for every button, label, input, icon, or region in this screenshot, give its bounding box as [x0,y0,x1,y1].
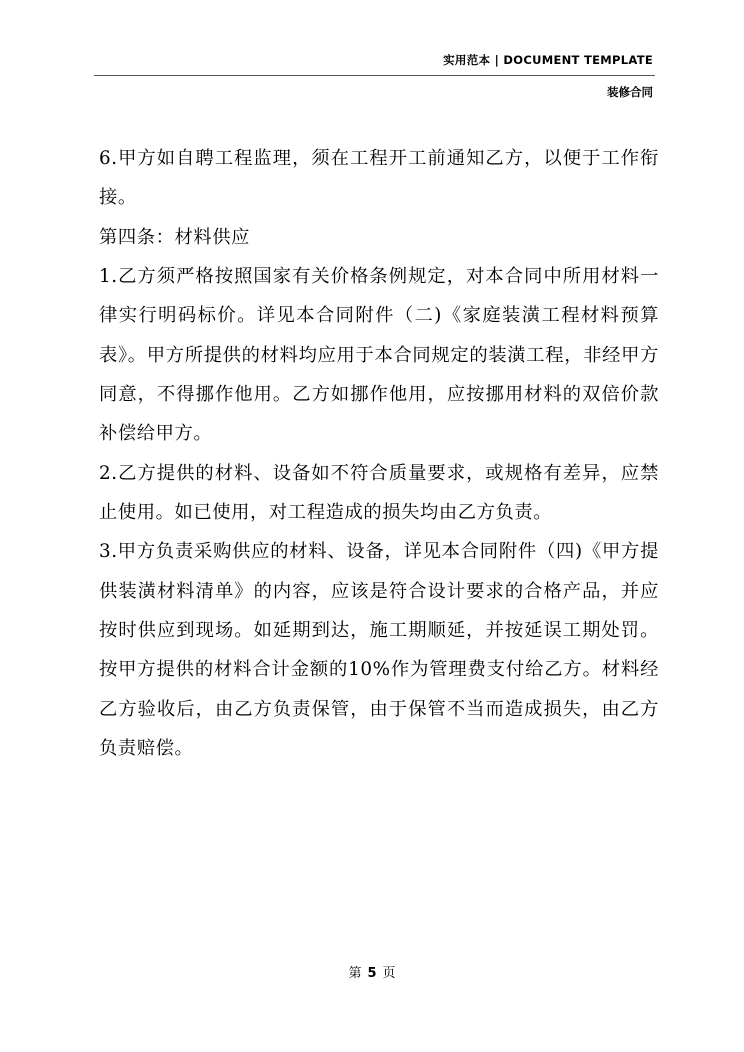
page-number: 5 [367,966,377,981]
clause-3-procurement: 3.甲方负责采购供应的材料、设备，详见本合同附件（四)《甲方提供装潢材料清单》的内容，应该是符合设计要求的合格产品，并应按时供应到现场。如延期到达，施工期顺延，并按延误工期处罚。按甲方提供的材料合计金额的10%作为管理费支付给乙方。材料经乙方验收后，由乙方负责保管，由于保管不当而造成损失，由乙方负责赔偿。 [99,541,659,760]
article-4-heading: 第四条：材料供应 [99,226,251,248]
clause-2-quality: 2.乙方提供的材料、设备如不符合质量要求，或规格有差异，应禁止使用。如已使用，对工程造成的损失均由乙方负责。 [99,462,659,524]
document-body [99,139,659,769]
header-divider [94,75,655,76]
page-header [94,52,655,114]
page-footer [0,962,744,981]
clause-6-supervision: 6.甲方如自聘工程监理，须在工程开工前通知乙方，以便于工作衔接。 [99,148,659,209]
page-suffix: 页 [382,966,396,981]
page-prefix: 第 [348,966,362,981]
header-document-title: 装修合同 [607,85,653,99]
header-template-label: 实用范本 | DOCUMENT TEMPLATE [443,53,653,67]
clause-1-pricing: 1.乙方须严格按照国家有关价格条例规定，对本合同中所用材料一律实行明码标价。详见本合同附件（二)《家庭装潢工程材料预算表》。甲方所提供的材料均应用于本合同规定的装潢工程，非经甲方同意，不得挪作他用。乙方如挪作他用，应按挪用材料的双倍价款补偿给甲方。 [99,266,659,445]
